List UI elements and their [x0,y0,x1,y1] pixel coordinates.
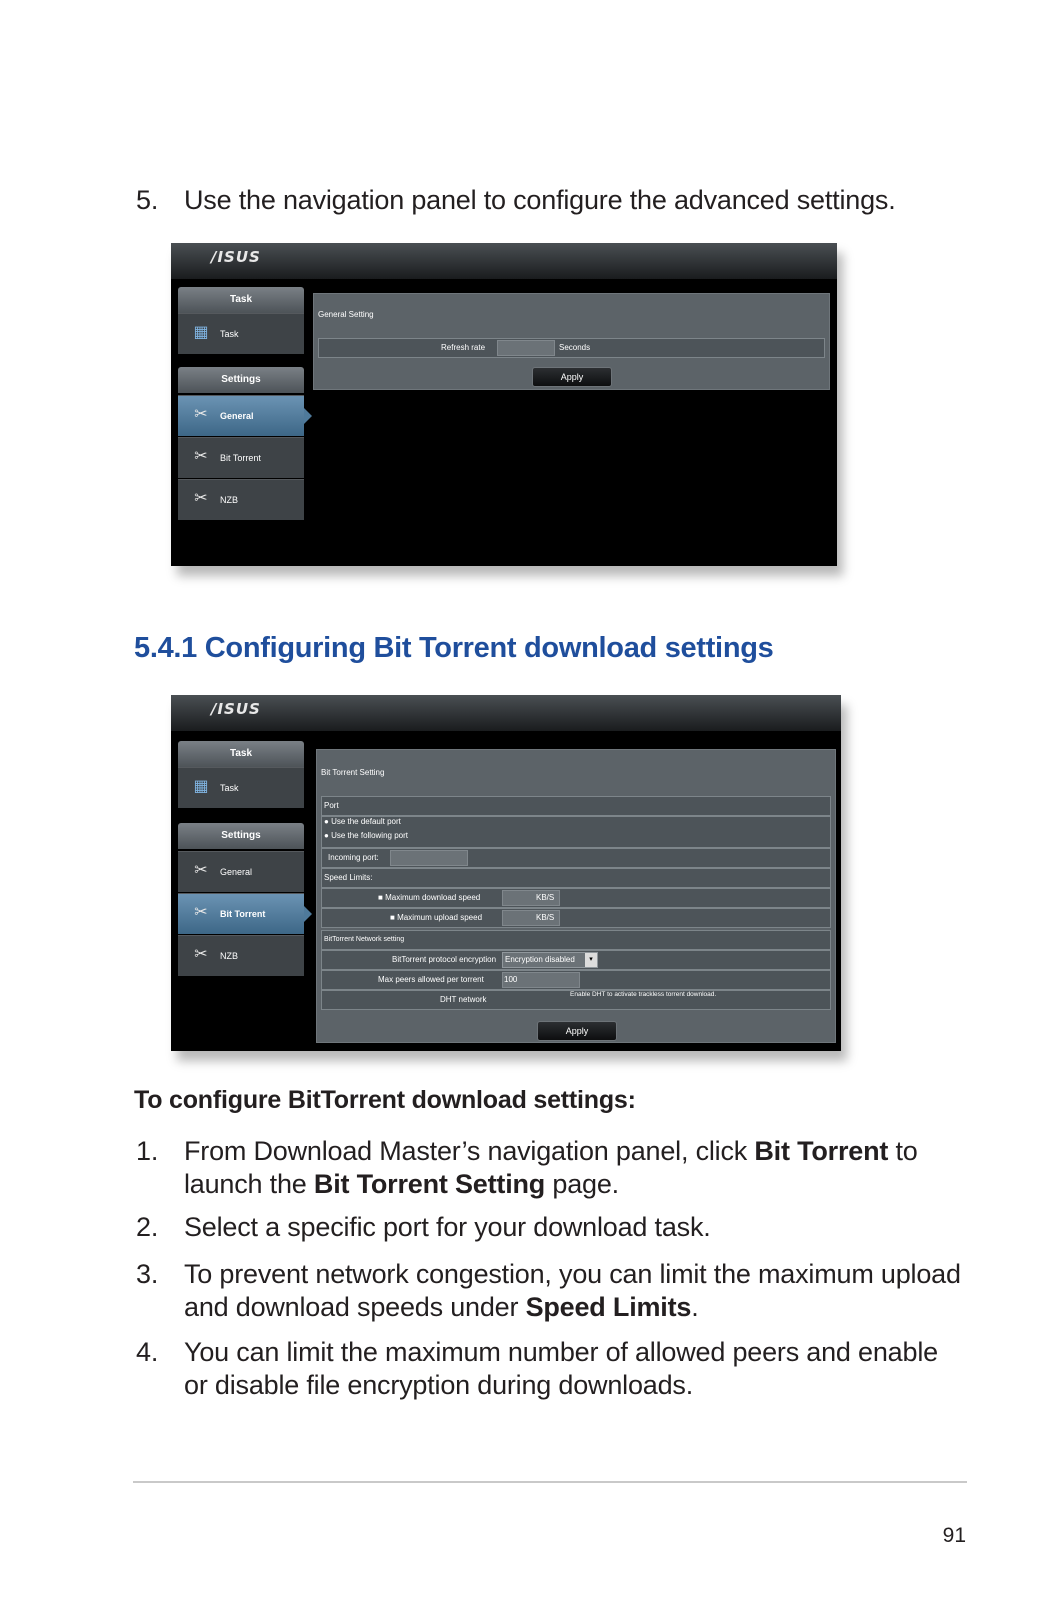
task-icon: ▦ [193,778,209,795]
asus-logo: /ISUS [211,700,261,718]
nav-task-header: Task [178,741,304,767]
nav-task-header: Task [178,287,304,313]
screenshot-general-setting [171,243,837,566]
port-header-row: Port [321,796,831,816]
app-header [171,243,837,279]
bit-torrent-setting-panel [316,749,836,1043]
radio-following-port[interactable]: ● Use the following port [324,831,408,840]
max-peers-input[interactable]: 100 [502,972,580,988]
max-download-row: ■ Maximum download speed KB/S [321,888,831,908]
port-options-row [321,816,831,848]
page-number: 91 [942,1524,966,1547]
screenshot-bit-torrent-setting [171,695,841,1051]
nav-item-general[interactable]: ✂ General [178,851,304,892]
section-title: 5.4.1 Configuring Bit Torrent download settings [134,632,774,664]
network-setting-header-row: BitTorrent Network setting [321,930,831,950]
max-upload-checkbox[interactable]: ■ [390,913,395,922]
incoming-port-input[interactable] [390,850,468,866]
dht-row: DHT network Enable DHT to activate trackless torrent download. [321,990,831,1010]
panel-title: Bit Torrent Setting [321,768,385,777]
max-peers-row: Max peers allowed per torrent 100 [321,970,831,990]
incoming-port-row: Incoming port: [321,848,831,868]
wrench-icon: ✂ [194,448,208,465]
chevron-down-icon: ▾ [585,953,597,967]
task-icon: ▦ [193,324,209,341]
refresh-rate-input[interactable] [497,340,555,356]
panel-title: General Setting [318,310,374,319]
step-5 [0,184,1062,218]
nav-item-task[interactable]: ▦ Task [178,313,304,354]
apply-button[interactable]: Apply [532,367,612,387]
wrench-icon: ✂ [194,946,208,963]
asus-logo: /ISUS [211,248,261,266]
procedure-heading: To configure BitTorrent download settings: [134,1086,636,1114]
encryption-select[interactable]: Encryption disabled ▾ [502,952,598,968]
general-setting-panel [313,293,830,390]
nav-item-task[interactable]: ▦ Task [178,767,304,808]
max-upload-row: ■ Maximum upload speed KB/S [321,908,831,928]
refresh-rate-row: Refresh rate Seconds [318,338,825,358]
radio-default-port[interactable]: ● Use the default port [324,817,401,826]
nav-item-bit-torrent[interactable]: ✂ Bit Torrent [178,893,304,934]
nav-settings-header: Settings [178,367,304,393]
nav-item-bit-torrent[interactable]: ✂ Bit Torrent [178,437,304,478]
nav-item-general[interactable]: ✂ General [178,395,304,436]
step-number: 5. [136,185,159,215]
app-header [171,695,841,731]
max-download-checkbox[interactable]: ■ [378,893,383,902]
step-text: Use the navigation panel to configure the advanced settings. [184,185,896,215]
nav-item-nzb[interactable]: ✂ NZB [178,935,304,976]
wrench-icon: ✂ [194,862,208,879]
nav-item-nzb[interactable]: ✂ NZB [178,479,304,520]
wrench-icon: ✂ [194,406,208,423]
apply-button[interactable]: Apply [537,1021,617,1041]
wrench-icon: ✂ [194,490,208,507]
speed-limits-header-row: Speed Limits: [321,868,831,888]
footer-divider [133,1481,967,1483]
encryption-row: BitTorrent protocol encryption Encryption disabled ▾ [321,950,831,970]
nav-settings-header: Settings [178,823,304,849]
wrench-icon: ✂ [194,904,208,921]
